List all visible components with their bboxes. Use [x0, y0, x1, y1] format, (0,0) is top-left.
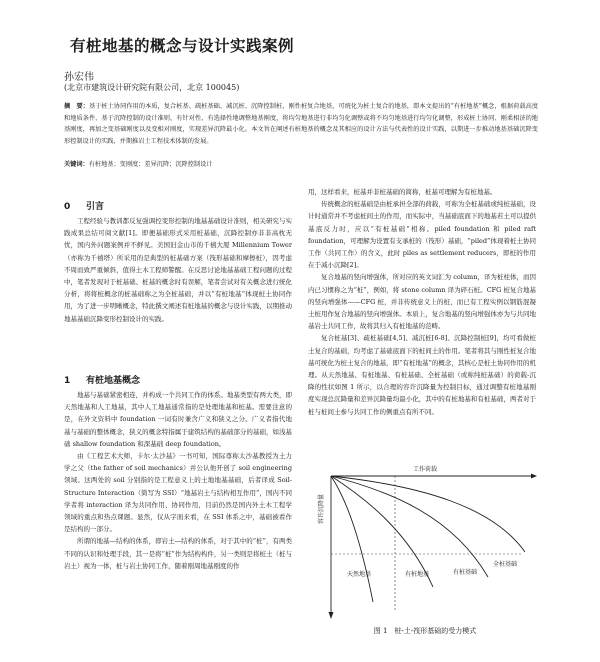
figure-load-settlement	[313, 462, 537, 635]
body-paragraph: 所谓的地基—结构的体系，即岩土—结构的体系，对于其中的“桩”，有两类不同的认识和处理手段，其一是将“桩”作为结构构件，另一类则是将桩土（桩与岩土）视为一体，桩与岩土协同工作，随着刚周地基刚度的作	[64, 537, 292, 570]
load-settlement-diagram	[313, 462, 537, 622]
body-paragraph: 传统概念的桩基础是由桩承担全部的荷载，可称为全桩基础或纯桩基础，设计时通常并不考虑桩间土的作用，而实际中，当基础底面下的地基若土可以提供基底反力时，应以“有桩基础”相称。piled foundation 和 piled raft foundation，可理解为设置有支承桩的（筏形）基础，“piled”体现着桩土协同工作（共同工作）的含义，此时 piles as settlement reducers，即桩的作用在于减小沉降[2]。	[308, 200, 536, 270]
axis-label-allowable-settlement: 容许沉降量	[318, 493, 325, 524]
paper-title: 有桩地基的概念与设计实践案例	[70, 37, 295, 55]
section-title: 引言	[86, 202, 105, 212]
keywords-label: 关键词：	[64, 161, 89, 168]
intro-paragraph: 工程经验与教训都反复强调控变形控制的地基基础设计准则，相关研究与实践成果总结可阅文献[1]。即便基础形式采用桩基础，沉降控制亦非非高枕无忧，国内外问题案例并不鲜见。美国旧金山市的千禧大厦 Millennium Tower（亦称为千禧塔）所采用的是典型的桩基础方案（筏形基础和摩擦桩），因考虑不周而致严重倾斜，值得土木工程师警醒。在反思讨论地基基础工程问题的过程中，笔者发现对于桩基础、桩基的概念时有误解，笔者尝试对有关概念进行统化分析，将将桩概念的桩基础称之为全桩基础，并以“有桩地基”体现桩土协同作用，为了进一步明晰概念，特此撰文阐述有桩地基的概念与设计实践，以期推动地基基础沉降变形控制设计的实践。	[64, 217, 292, 323]
curve-label-full-pile-foundation: 全桩基础	[493, 561, 518, 568]
figure-caption: 图 1 桩-土-筏形基础的受力模式	[373, 627, 477, 635]
curve-label-piled-foundation: 有桩基础	[453, 569, 478, 576]
section-number: 0	[64, 202, 71, 212]
curve-label-natural-ground: 天然地基	[347, 571, 372, 578]
body-paragraph: 复合地基的竖向增强体，所对应的英文词汇为 column，译为桩柱体，而因内已习惯称之为“桩”，例如，将 stone column 译为碎石桩。CFG 桩复合地基的竖向增强体——CFG 桩，并非传统意义上的桩，而已有工程实例以钢筋混凝土桩用作复合地基的竖向增强体。本质上，复合地基的竖向增强体亦为与共同地基岩土共同工作，故将其归入有桩地基的范畴。	[308, 273, 536, 331]
abstract-text: 基于桩土协同作用的本质，复合桩基、疏桩基础、减沉桩、沉降控制桩、刚性桩复合地基，可统化为桩土复合的地基，即本文提出的“有桩地基”概念，根据荷载高度和地质条件，基于沉降控制的设计准则，有针对性、有选择性地调整地基刚度，将均匀地基进行非均匀化调整或将不均匀地基进行均匀化调整，形成桩土协同、刚柔相济的地基刚度，再加之变基础刚度以及变相对刚度，实现差异沉降最小化。本文旨在阐述有桩地基的概念及其相应的设计方法与代表性的设计实践，以期进一步推动地基基础沉降变形控制设计的实践，并期推岩土工程技术体制的发展。	[64, 103, 539, 145]
section-number: 1	[64, 376, 71, 386]
concept-body-right	[308, 186, 536, 456]
body-paragraph: 地基与基础紧密相连，并构成一个共同工作的体系。地基类型有两大类，即天然地基和人工地基，其中人工地基通常指的是处理地基和桩基。需要注意的是，在外文资料中 foundation 一词有时兼含广义和狭义之分。广义者指代地基与基础的整体概念，狭义的概念特指属于建筑结构的基础部分的基础，如浅基础 shallow foundation 和深基础 deep foundation。	[64, 391, 292, 448]
curve-piled-foundation	[331, 476, 488, 577]
axis-label-working-load: 工作荷载	[413, 466, 438, 473]
body-paragraph: 复合桩基[3]、疏桩基础[4,5]、减沉桩[6-8]、沉降控制桩[9]，均可看做桩土复合的基础，均考虑了基础底面下的桩间土的作用。笔者将其与刚性桩复合地基可统化为桩土复合的地基，即“有桩地基”的概念，其核心是桩土协同作用的机理。从天然地基、有桩地基、有桩基础、全桩基础（或称纯桩基础）的荷载-沉降的性状如图 1 所示，以合理的容许沉降量为控制目标，通过调整有桩地基刚度实现总沉降量和差异沉降量均最小化，其中的有桩地基和有桩基础，两者对于桩与桩间土参与共同工作的侧重点有所不同。	[308, 334, 536, 416]
abstract-label: 摘 要：	[64, 103, 89, 110]
intro-body	[64, 215, 292, 365]
curve-label-piled-ground: 有桩地基	[405, 571, 430, 578]
author-affiliation: (北京市建筑设计研究院有限公司，北京 100045)	[64, 83, 240, 92]
keywords	[64, 160, 538, 170]
body-paragraph: 用，这样看来，桩基并非桩基础的简称，桩基可理解为有桩地基。	[308, 188, 497, 196]
keywords-text: 有桩地基；变刚度；差异沉降；沉降控制设计	[88, 161, 213, 168]
author-name: 孙宏伟	[64, 72, 94, 83]
body-paragraph: 由《工程艺术大师，卡尔·太沙基》一书可知，国际尊称太沙基教授为土力学之父（the father of soil mechanics）并公认他开创了 soil engineering 领域。这两处的 soil 分别指的是工程意义上的土地地基基础，后者译成 Soil-Structure Interaction（简写为 SSI）“地基岩土与结构相互作用”，国内不同学者将 interaction 译为共同作用、协同作用，目前仍然是国内外土木工程学领域的重点和热点课题。显然，仅从字面来看，在 SSI 体系之中，基础被看作是结构的一部分。	[64, 452, 292, 534]
x-axis-arrow	[531, 474, 537, 479]
abstract	[64, 101, 538, 147]
concept-body-left	[64, 389, 292, 655]
curve-natural-ground	[331, 476, 373, 602]
section-heading-concept	[64, 373, 140, 386]
y-axis-arrow	[329, 612, 334, 619]
section-heading-intro	[64, 199, 104, 212]
curve-full-pile-foundation	[331, 476, 525, 552]
section-title: 有桩地基概念	[86, 376, 141, 386]
